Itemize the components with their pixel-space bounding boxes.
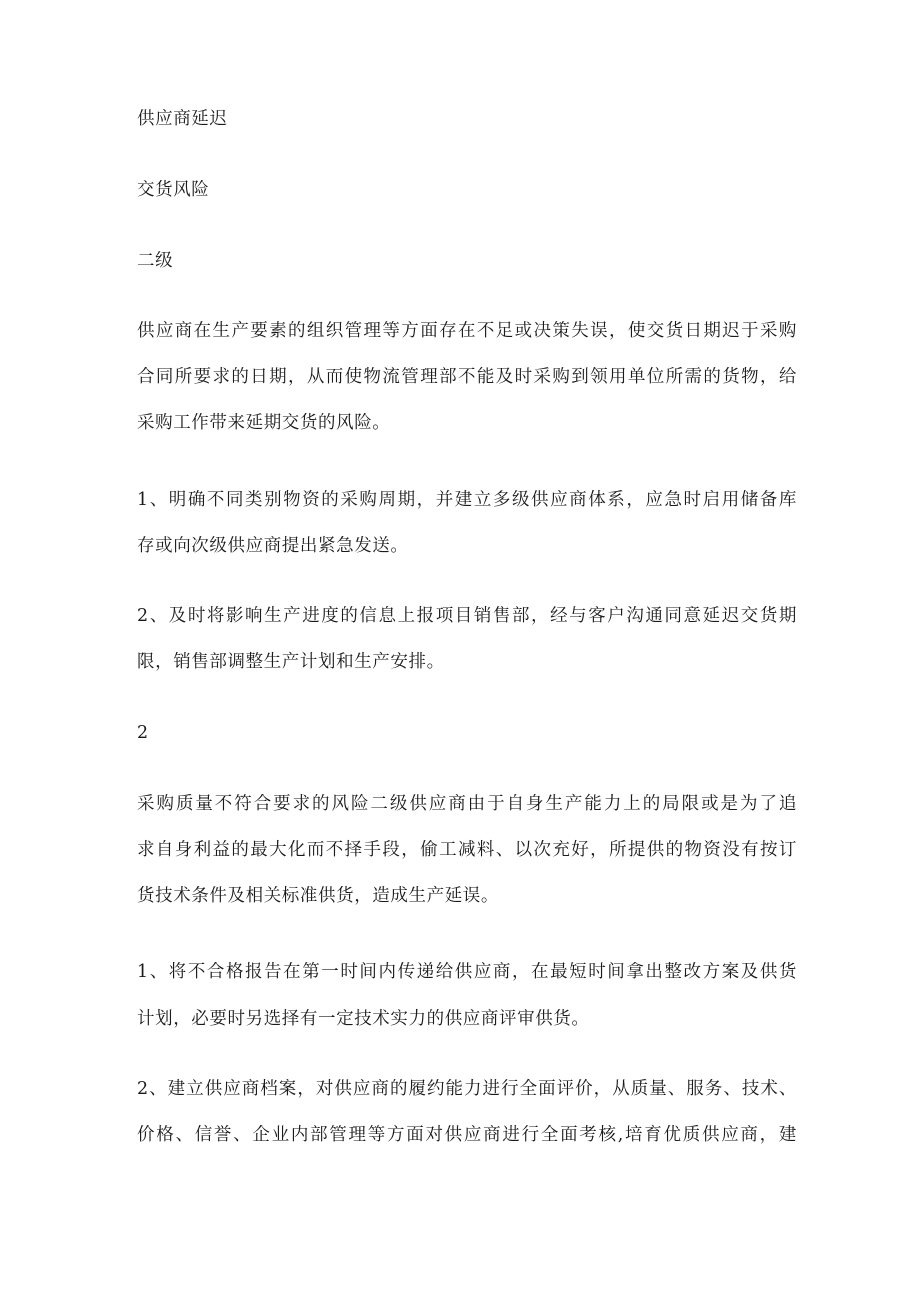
description-line: 采购工作带来延期交货的风险。 (137, 413, 391, 433)
heading-delivery-risk: 交货风险 (137, 180, 210, 200)
description-line: 合同所要求的日期，从而使物流管理部不能及时采购到领用单位所需的货物，给 (137, 367, 797, 387)
description-line: 供应商在生产要素的组织管理等方面存在不足或决策失误，使交货日期迟于采购 (137, 321, 797, 341)
heading-supplier-delay: 供应商延迟 (137, 109, 228, 129)
risk-level: 二级 (137, 251, 174, 271)
quality-risk-line: 采购质量不符合要求的风险二级供应商由于自身生产能力上的局限或是为了追 (137, 794, 797, 814)
item-number: 2 (137, 723, 149, 743)
measure-2-line: 2、及时将影响生产进度的信息上报项目销售部，经与客户沟通同意延迟交货期 (137, 606, 797, 626)
quality-risk-line: 求自身利益的最大化而不择手段，偷工减料、以次充好，所提供的物资没有按订 (137, 840, 797, 860)
quality-risk-line: 货技术条件及相关标准供货，造成生产延误。 (137, 886, 499, 906)
quality-measure-1-line: 1、将不合格报告在第一时间内传递给供应商，在最短时间拿出整改方案及供货 (137, 962, 797, 982)
measure-2-line: 限，销售部调整生产计划和生产安排。 (137, 652, 445, 672)
measure-1-line: 存或向次级供应商提出紧急发送。 (137, 536, 409, 556)
quality-measure-1-line: 计划，必要时另选择有一定技术实力的供应商评审供货。 (137, 1009, 590, 1029)
measure-1-line: 1、明确不同类别物资的采购周期，并建立多级供应商体系，应急时启用储备库 (137, 490, 797, 510)
quality-measure-2-line: 价格、信誉、企业内部管理等方面对供应商进行全面考核,培育优质供应商，建 (137, 1125, 797, 1145)
quality-measure-2-line: 2、建立供应商档案，对供应商的履约能力进行全面评价，从质量、服务、技术、 (137, 1079, 797, 1099)
